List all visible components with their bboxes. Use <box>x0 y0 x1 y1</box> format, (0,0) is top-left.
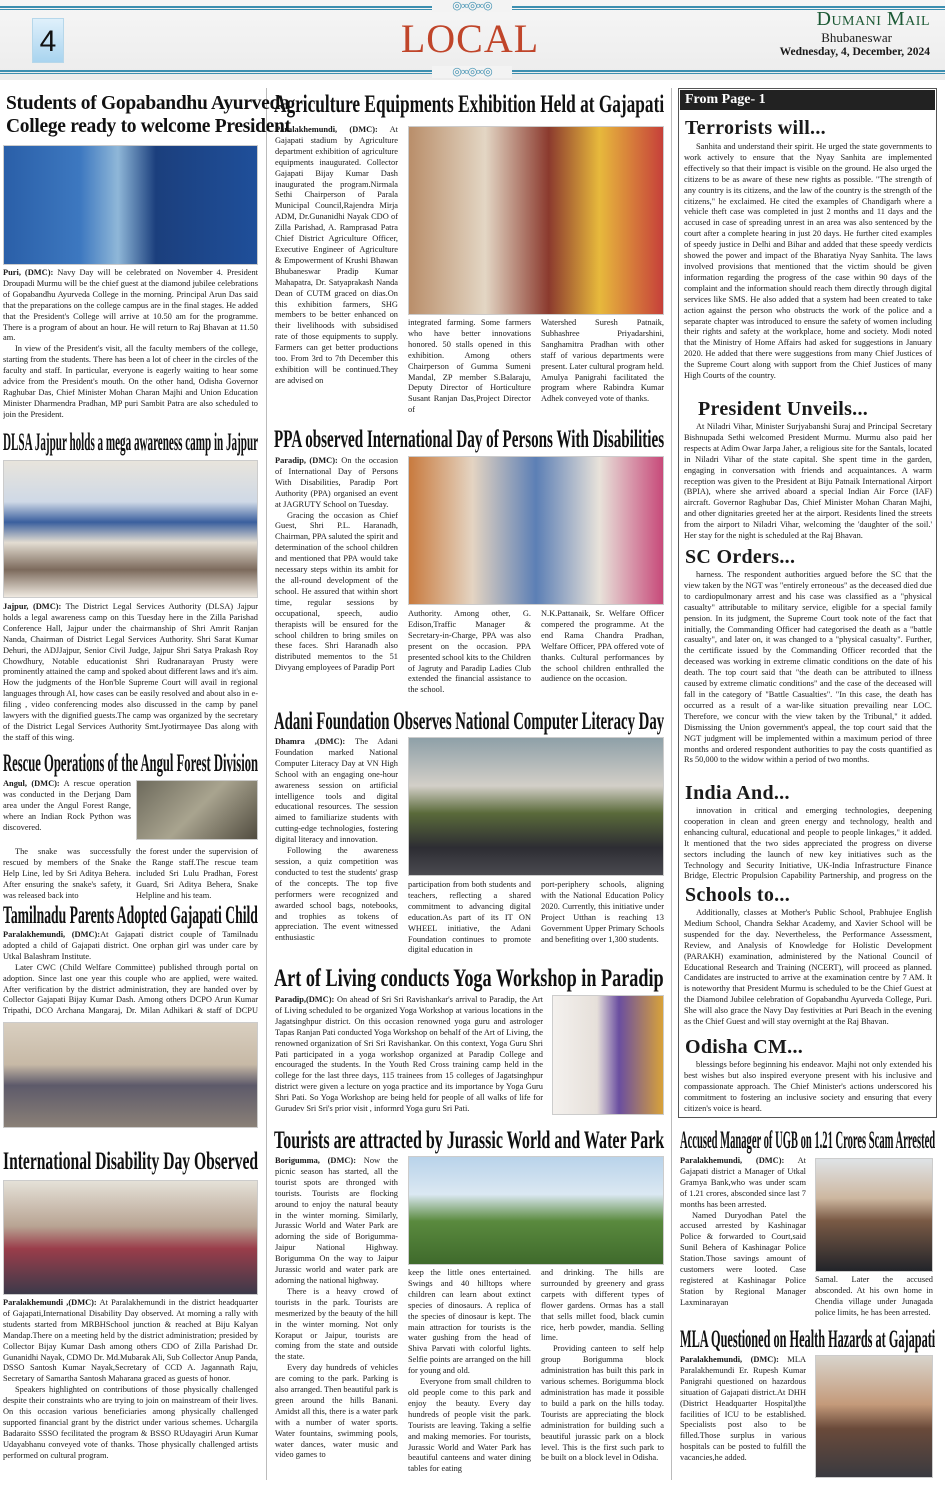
paragraph: At Niladri Vihar, Minister Surjyabanshi Suraj and Principal Secretary Bishnupada Sethi welcomed President Murmu. Murmu also paid her respects at Adim Owar Jarpa Jaher, a religious site for the Santals, located in Niladri Vihar of the state capital. She spent time in the garden, engaging in conversation with friends and acquaintances. A warm reception was given to the President at Biju Patnaik International Airport (BPIA), where she arrived aboard a special Indian Air Force (IAF) aircraft. Governor Raghubar Das, Chief Minister Mohan Charan Majhi, and other dignitaries greeted her at the airport. Residents lined the streets from the airport to Niladri Vihar, welcoming the 'daughter of the soil.' Her stay for the night is scheduled at the Raj Bhavan. <box>684 422 932 541</box>
photo-computer-literacy <box>408 737 664 876</box>
paragraph: Additionally, classes at Mother's Public School, Prabhujee English Medium School, Chandra Sekhar Academy, and Xavier School will be suspended for the day. Nevertheless, the Performance Assessment, Review, and Analysis of Knowledge for Holistic Development (PARAKH) examination, administered by the National Council of Educational Research and Training (NCERT), will proceed as planned. Candidates are instructed to arrive at the examination centre by 7 AM. It is noteworthy that President Murmu is scheduled to be the Chief Guest at the Diamond Jubilee celebration of Gopabandhu Ayurveda College, Puri. She will also grace the Navy Day festivities at Puri Beach in the evening as the Chief Guest and will stay overnight at the Raj Bhavan. <box>684 908 932 1027</box>
article-body <box>684 142 932 396</box>
paragraph: The Adani Foundation marked National Computer Literacy Day at VN High School with an engaging one-hour awareness session on artificial intelligence tools and digital educational resources. The session aimed to familiarize students with cutting-edge technologies, fostering digital literacy and innovation. <box>275 737 398 845</box>
article-body <box>684 806 932 882</box>
paragraph: Authority. Among other, G. Edison,Traffic Manager & Secretary-in-Charge, PPA was also present on the occasion. PPA presented school kits to the Children of Jagruty and Paradip Ladies Club extended the financial assistance to the school. <box>408 609 531 695</box>
photo-president-welcome <box>3 145 258 265</box>
paragraph: Gracing the occasion as Chief Guest, Shri P.L. Haranadh, Chairman, PPA saluted the spirit and determination of the school children and mentioned that PPA would take necessary steps within its ambit for the all-round development of the school. He assured that within short time, regular sessions by occupational, speech, audio therapists will be ensured for the school children to bring smiles on these faces. Shri Haranadh also distributed mementos to the 51 Divyang employees of Paradip Port <box>275 510 398 673</box>
article-body <box>680 1355 806 1480</box>
headline-ayurveda-college <box>6 92 291 138</box>
headline-dlsa-jajpur: DLSA Jajpur holds a mega awareness camp in Jajpur <box>3 429 259 456</box>
headline-india-and: India And... <box>685 782 790 804</box>
paragraph: Now the picnic season has started, all the tourist spots are thronged with tourists. Tourists are flocking around to enjoy the natural beauty in the winter morning. Similarly, Jurassic World and Water Park are adorning the side of Borigumma-Jaipur National Highway. Borigumma On the way to Jaipur Jurassic world and water park are adorning the national highway. <box>275 1156 398 1285</box>
article-body <box>3 602 258 748</box>
article-body <box>408 880 531 958</box>
paragraph: integrated farming. Some farmers who have better innovations honored. 50 stalls opened in this exhibition. Among others Chairperson of Gumma Sumeni Mandal, ZP member S.Balaraju, Deputy Director of Horticulture Susant Ranjan Das,Project Director of <box>408 318 531 415</box>
paragraph: Speakers highlighted on contributions of those physically challenged despite their constraints who are trying to join on mainstream of their lives. On this occasion various beneficiaries among physically challenged supported financial grant by the district under various schemes. Uchargila Badaraito SSSO fecilitated the program & BSSO RUdayagiri Arun Kumar Udayabhanu conveyed vote of thanks. Those physically challenged artists performed on cultural program. <box>3 1385 258 1460</box>
headline-president-unveils: President Unveils... <box>698 398 869 420</box>
paragraph: Providing canteen to self help group Borigumma block administration has built this park in various schemes. Borigumma block administration has made it possible to build a park on the hills today. Tourists are appreciating the block administration for building such a beautiful jurassic park on a block level. This is the first such park to be built on a block level in Odisha. <box>541 1344 664 1463</box>
paragraph: blessings before beginning his endeavor. Majhi not only extended his best wishes but also inspired everyone present with his inclusive and compassionate approach. The Chief Minister's actions underscored his commitment to fostering an inclusive society and ensuring that every citizen's voice is heard. <box>684 1060 932 1113</box>
photo-mla <box>815 1355 933 1478</box>
paragraph: Following the awareness session, a quiz competition was conducted to test the students' grasp of the concepts. The top five performers were recognized and awarded school bags, notebooks, and trophies as tokens of appreciation. The event witnessed enthusiastic <box>275 846 398 943</box>
paragraph: On ahead of Sri Sri Ravishankar's arrival to Paradip, the Art of Living scheduled to be organized Yoga Workshop at various locations in the Jagatsinghpur district. On this occasion renowned yoga guru and astrologer Tapas Ranjan Pati conducted Yoga Workshop on behalf of the Art of Living, the renowned organization of Sri Sri Ravishankar. On this context, Yoga Guru Shri Pati participated in a yoga workshop organized at Paradip College and encouraged the students. In the Youth Red Cross training camp held in the college for the last three days, 115 trainees from 15 colleges of Jagatsinghpur district were given a lecture on yoga practice and its importance by Yoga Guru Shri Pati. So Yoga Workshop are being held for people of all walks of life for Gurudev Sri Sri's prior visit , informrd Yoga guru Sri Pati. <box>275 995 543 1114</box>
dateline: Paradip, (DMC): <box>275 456 338 465</box>
headline-art-of-living: Art of Living conducts Yoga Workshop in Paradip <box>274 965 664 992</box>
headline-line: College ready to welcome President <box>6 116 291 137</box>
headline-ugb-scam: Accused Manager of UGB on 1.21 Crores Scam Arrested <box>680 1127 936 1154</box>
headline-odisha-cm: Odisha CM... <box>685 1036 804 1058</box>
headline-agriculture-exhibition: Agriculture Equipments Exhibition Held at Gajapati <box>274 91 665 118</box>
paragraph: A rescue operation was conducted in the Derjang Dam area under the Angul Forest Range, where an Indian Rock Python was discovered. <box>3 779 131 832</box>
article-body <box>815 1275 933 1322</box>
photo-yoga-guru <box>552 995 664 1115</box>
paragraph: keep the little ones entertained. Swings and 40 hilltops where children can learn about extinct species of dinosaurs. A replica of the species of dinosaur is kept. The main attraction for tourists is the water gushing from the head of Shiva Parvati with colorful lights. Selfie points are arranged on the hill for young and old. <box>408 1268 531 1376</box>
dateline: Dhamra ,(DMC): <box>275 737 346 746</box>
paragraph: At Gajapati stadium by Agriculture department exhibition of agriculture equipments inaugurated. Collector Gajapati Bijay Kumar Dash inaugurated the program.Nirmala Sethi Chairperson of Parala Municipal Council,Rajendra Mirja ADM, Dr.Gunanidhi Nayak CDO of Zilla Parishad, A. Ramprasad Patra Chief District Agriculture Officer, Executive Engineer of Agriculture & Empowerment of Krushi Bhawan Bhubaneswar Pradip Kumar Mahapatra, Dr. Satyaprakash Nanda Dean of CUTM graced on dias.On this exhibition farmers, SHG members to be better enhanced on their livelihoods with subsidised rate of those equipments to supply. Farmers can get better productions too. From 3rd to 7th December this exhibition will be continued.They are advised on <box>275 125 398 385</box>
article-body <box>275 1156 398 1480</box>
dateline: Borigumma, (DMC): <box>275 1156 357 1165</box>
article-body <box>684 570 932 780</box>
article-body <box>3 930 258 1018</box>
edition-date: Wednesday, 4, December, 2024 <box>779 46 930 58</box>
headline-angul-rescue: Rescue Operations of the Angul Forest Division <box>3 750 259 777</box>
article-body <box>680 1156 806 1322</box>
article-body <box>275 995 543 1115</box>
dateline: Paralakhemundi, (DMC): <box>3 930 101 939</box>
paragraph: port-periphery schools, aligning with the National Education Policy 2020. Currently, this initiative under Project Utthan is reaching 13 Government Upper Primary Schools and benefiting over 1,300 students. <box>541 880 664 944</box>
paragraph: N.K.Pattanaik, Sr. Welfare Officer compered the programme. At the end Rama Chandra Pradhan, Welfare Officer, PPA offered vote of thanks. Cultural performances by the school children enthralled the audience on the occasion. <box>541 609 664 684</box>
paragraph: In view of the President's visit, all the faculty members of the college, starting from the students. There has been a lot of cheer in the circles of the faculty and staff. In particular, everyone is eagerly waiting to hear some advice from the President's mouth. On the other hand, Odisha Governor Raghubar Das, Chief Minister Mohan Charan Majhi and Union Education Minister Dharmendra Pradhan, MP puri Sambit Patra are also scheduled to join the President. <box>3 344 258 419</box>
ornament-icon: ◎∞◎∞◎ <box>432 0 512 12</box>
from-page-1-label: From Page- 1 <box>680 90 935 110</box>
article-body <box>541 880 664 958</box>
headline-ppa-disabilities: PPA observed International Day of Persons With Disabilities <box>274 426 665 453</box>
paragraph: Every day hundreds of vehicles are coming to the park. Parking is also arranged. Then beautiful park is green around the hills Banani. Amidst all this, there is a water park with a number of water sports. Water fountains, swimming pools, water dances, water music and video games to <box>275 1363 398 1460</box>
article-body <box>684 1060 932 1115</box>
dateline: Jajpur, (DMC): <box>3 602 62 611</box>
paragraph: Watershed Suresh Patnaik, Subhashree Priyadarshini, Sanghamitra Pradhan with other staff of various departments were present. Later cultural program held. Amulya Panigrahi facilitated the program where Rabindra Kumar Adhek conveyed vote of thanks. <box>541 318 664 404</box>
article-body <box>275 456 398 700</box>
article-body <box>541 1268 664 1480</box>
headline-sc-orders: SC Orders... <box>685 546 796 568</box>
headline-tamilnadu-adoption: Tamilnadu Parents Adopted Gajapati Child <box>3 902 258 929</box>
headline-line: Students of Gopabandhu Ayurveda <box>6 93 290 114</box>
photo-python-rescue <box>136 780 258 840</box>
article-body <box>408 1268 531 1480</box>
article-body <box>684 422 932 542</box>
newspaper-name: Dumani Mail <box>816 8 930 30</box>
paragraph: The snake was successfully rescued by members of the Snake Help Line, led by Sri Aditya Behera. After ensuring the snake's safety, it was released back into <box>3 847 131 900</box>
paragraph: At Paralakhemundi in the district headquarter of Gajapati,International Disability Day observed. At morning a rally with students started from MRBHSchool junction & reached at Biju Kalyan Mandap.There on a meeting held by the district administration; presided by Collector Bijay Kumar Dash among others CDO of Zilla Parishad Dr. Gunanidhi Nayak, CDMO Dr. Md.Mubarak Ali, Sub Collector Anup Panda, DSSO Santosh Kumar Nayak,Secretary of CCD A. Jagannath Raju, Secretary of Samartha Santosh Maharana graced as guests of honor. <box>3 1298 258 1384</box>
photo-adoption-handover <box>3 1022 258 1128</box>
article-body <box>3 268 258 426</box>
dateline: Paradip,(DMC): <box>275 995 335 1004</box>
article-body <box>3 779 131 845</box>
paragraph: Sanhita and understand their spirit. He urged the state governments to work actively to ensure that the Nyay Sanhita are implemented effectively so that their impact is visible on the ground. He also urged the citizens to be as aware of these new rights as possible. "The strength of any country is its citizens, and the law of the country is the strength of the citizens," he exclaimed. He cited the examples of Chandigarh where a vehicle theft case was completed in just 2 months and 11 days and the accused in case of spreading unrest in an area was also sentenced by the court after a complete hearing in just 20 days. He further cited examples of speedy justice in Delhi and Bihar and added that these speedy verdicts showed the power and impact of the Bharatiya Nyay Sanhita. The laws involved provisions that mentioned that the victim should be given information regarding the progress of the case within 90 days of the complaint and the information should reach them directly through digital services like SMS. He also added that a system had been created to take action against the person who obstructs the work of the police and a separate chapter was introduced to ensure the safety of women including their rights and safety at the workplace, home and society. Modi noted that the Ministry of Home Affairs had asked for suggestions in January 2020. He added that there were suggestions from many Chief Justices of the Supreme Court along with support from the Chief Justices of many High Courts of the country. <box>684 142 932 381</box>
photo-jurassic-park <box>408 1156 664 1265</box>
photo-agri-inauguration <box>408 126 664 315</box>
paragraph: At Gajapati district couple of Tamilnadu adopted a child of Gajapati district. One orphan girl was under care by Utkal Balashram Institute. <box>3 930 258 961</box>
paragraph: innovation in critical and emerging technologies, deepening cooperation in clean and green energy and technology, health and enhancing cultural, educational and people to people linkages," it added. It mentioned that the two sides appreciated the progress on diverse sectors including the launch of new key initiatives such as the Technology and Security Initiative, UK-India Infrastructure Finance Bridge, Electric Propulsion Capability Partnership, and progress on the <box>684 806 932 881</box>
paragraph: At Gajapati district a Manager of Utkal Gramya Bank,who was under scam of 1.21 crores, absconded since last 7 months has been arrested. <box>680 1156 806 1209</box>
dateline: Paralakhemundi, (DMC): <box>680 1355 779 1364</box>
photo-ppa-event <box>408 456 664 605</box>
dateline: Paralakhemundi ,(DMC): <box>3 1298 97 1307</box>
article-body <box>275 737 398 958</box>
dateline: Puri, (DMC): <box>3 268 54 277</box>
photo-dlsa-camp <box>3 460 258 598</box>
article-body <box>684 908 932 1034</box>
article-body <box>136 847 258 901</box>
paragraph: the forest under the supervision of the Range staff.The rescue team included Sri Lulu Pradhan, Forest Guard, Sri Aditya Behera, Snake Helpline and his team. <box>136 847 258 900</box>
paragraph: On the occasion of International Day of Persons With Disabilities, Paradip Port Authority (PPA) organised an event at JAGRUTY School on Tuesday. <box>275 456 398 509</box>
headline-disability-day: International Disability Day Observed <box>3 1148 259 1175</box>
article-body <box>541 609 664 700</box>
headline-schools-to: Schools to... <box>685 884 791 906</box>
column-divider <box>671 88 672 1480</box>
page-number: 4 <box>32 18 64 63</box>
article-body <box>541 318 664 415</box>
headline-adani-literacy: Adani Foundation Observes National Computer Literacy Day <box>274 708 665 735</box>
paragraph: Everyone from small children to old people come to this park and enjoy the beauty. Every day hundreds of people visit the park. Tourists are leaving. Taking a selfie and making memories. For tourists, Jurassic World and Water Park has beautiful canteens and water dining tables for eating <box>408 1377 531 1474</box>
section-title: LOCAL <box>400 16 540 61</box>
photo-accused-manager <box>815 1158 933 1272</box>
photo-disability-day <box>3 1180 258 1295</box>
paragraph: and drinking. The hills are surrounded by greenery and grass carpets with different types of flower gardens. Ormas has a stall that sells millet food, black cumin rice, herb powder, mandia. Selling lime. <box>541 1268 664 1343</box>
article-body <box>3 1298 258 1480</box>
dateline: Paralakhemundi, (DMC): <box>275 125 378 134</box>
paragraph: Later CWC (Child Welfare Committee) published through portal on adoption. Since last one year this couple who are applied, were waited. After verification by the district administration, they are handed over by Collector Gajapati Bijay Kumar Dash. Among others DCPO Arun Kumar Tripathi, DCO Archana Mangaraj, Dr. Milan Adhikari & staff of DCPU <box>3 962 258 1016</box>
paragraph: Navy Day will be celebrated on November 4. President Droupadi Murmu will be the chief guest at the diamond jubilee celebrations of Gopabandhu Ayurveda College in the morning. Principal Arun Das said that the preparations on the college campus are in the final stages. He added that the President's College will arrive at 10.50 am for the programme. There is a program of about an hour. He will return to Raj Bhavan at 11.50 am. <box>3 268 258 343</box>
paragraph: Named Duryodhan Patel the accused arrested by Kashinagar Police & forwarded to Court,said Sunil Behera of Kashinagar Police Station.Those savings amount of customers were looted. Case registered at Kashinagar Police Station by Regional Manager Laxminarayan <box>680 1210 806 1307</box>
edition-city: Bhubaneswar <box>821 30 892 45</box>
article-body <box>408 318 531 415</box>
paragraph: participation from both students and teachers, reflecting a shared commitment to advancing digital education.As part of its IT ON WHEEL initiative, the Adani Foundation continues to promote digital education in <box>408 880 531 955</box>
article-body <box>3 847 131 901</box>
column-divider <box>266 88 267 1480</box>
article-body <box>275 125 398 415</box>
headline-terrorists: Terrorists will... <box>685 117 826 139</box>
headline-jurassic-park: Tourists are attracted by Jurassic World and Water Park <box>274 1127 665 1154</box>
newspaper-info <box>720 8 930 59</box>
paragraph: harness. The respondent authorities argued before the SC that the view taken by the NGT was "entirely erroneous" as the deceased died due to cardiopulmonary arrest and his case was classified as a "physical casualty" attributable to military service, eligible for a special family pension. In its judgment, the Supreme Court took note of the fact that initially, the Commanding Officer had categorised the death as a "battle casualty", and later on, it was changed to a "physical casualty". Further, the certificate issued by the Commanding Officer recorded that the deceased was working in extreme climatic conditions on the date of his death. The top court said that "the death can be attributed to illness caused by extreme climatic conditions" and the case of the deceased will fall in the category of "Battle Casualties". "In this case, the death has occurred as a result of a war-like situation prevailing near LOC. Therefore, we concur with the view taken by the Tribunal," it added. Dismissing the Union government's appeal, the top court said that the NGT judgment will be implemented within a maximum period of three months and ordered respondent authorities to pay the costs quantified as Rs 50,000 to the widow within a period of two months. <box>684 570 932 765</box>
article-body <box>408 609 531 700</box>
headline-mla-health: MLA Questioned on Health Hazards at Gajapati <box>680 1326 936 1353</box>
dateline: Angul, (DMC): <box>3 779 60 788</box>
paragraph: MLA Paralakhemundi Er. Rupesh Kumar Panigrahi questioned on hazardous situation of Gajapati district.At DHH (District Headquarter Hospital)the facilities of ICU to be established. Specialists post also to be filled.Those surplus in various hospitals can be posted to fulfill the vacancies,he added. <box>680 1355 806 1463</box>
paragraph: There is a heavy crowd of tourists in the park. Tourists are mesmerized by the beauty of the hill in the winter morning. Not only Koraput or Jaipur, tourists are coming from the state and outside the state. <box>275 1286 398 1362</box>
paragraph: The District Legal Services Authority (DLSA) Jajpur holds a legal awareness camp on this Tuesday here in the Zilla Parishad Conference Hall, Jajpur under the chairmanship of Shri Amrit Ranjan Nanda, Chairman of District Legal Services Authority. Shri Sarat Kumar Dehuri, the ADJJajpur, Senior Civil Judge, Jajpur Shri Satya Prakash Roy Chowdhury, Notable educationist Shri Rudranarayan Prusty were prominently attained the camp and spoked about different laws and it's aim. How the judgments of the Hon'ble Supreme Court will avail in regional languages through AI, how cases can be easily resolved and about also in e-filing , video conferencing modes also discussed in the camp by panel lawyers with the dignified guests.The camp was organized by the secretary of the District Legal Services Authority Smt.Jyotirmayee Das along with the staff of this wing. <box>3 602 258 742</box>
ornament-icon: ◎∞◎∞◎ <box>432 66 512 78</box>
dateline: Paralakhemundi, (DMC): <box>680 1156 785 1165</box>
paragraph: Samal. Later the accused absconded. At his own home in Chendia village under Junagada police limits, he has been arrested. <box>815 1275 933 1317</box>
